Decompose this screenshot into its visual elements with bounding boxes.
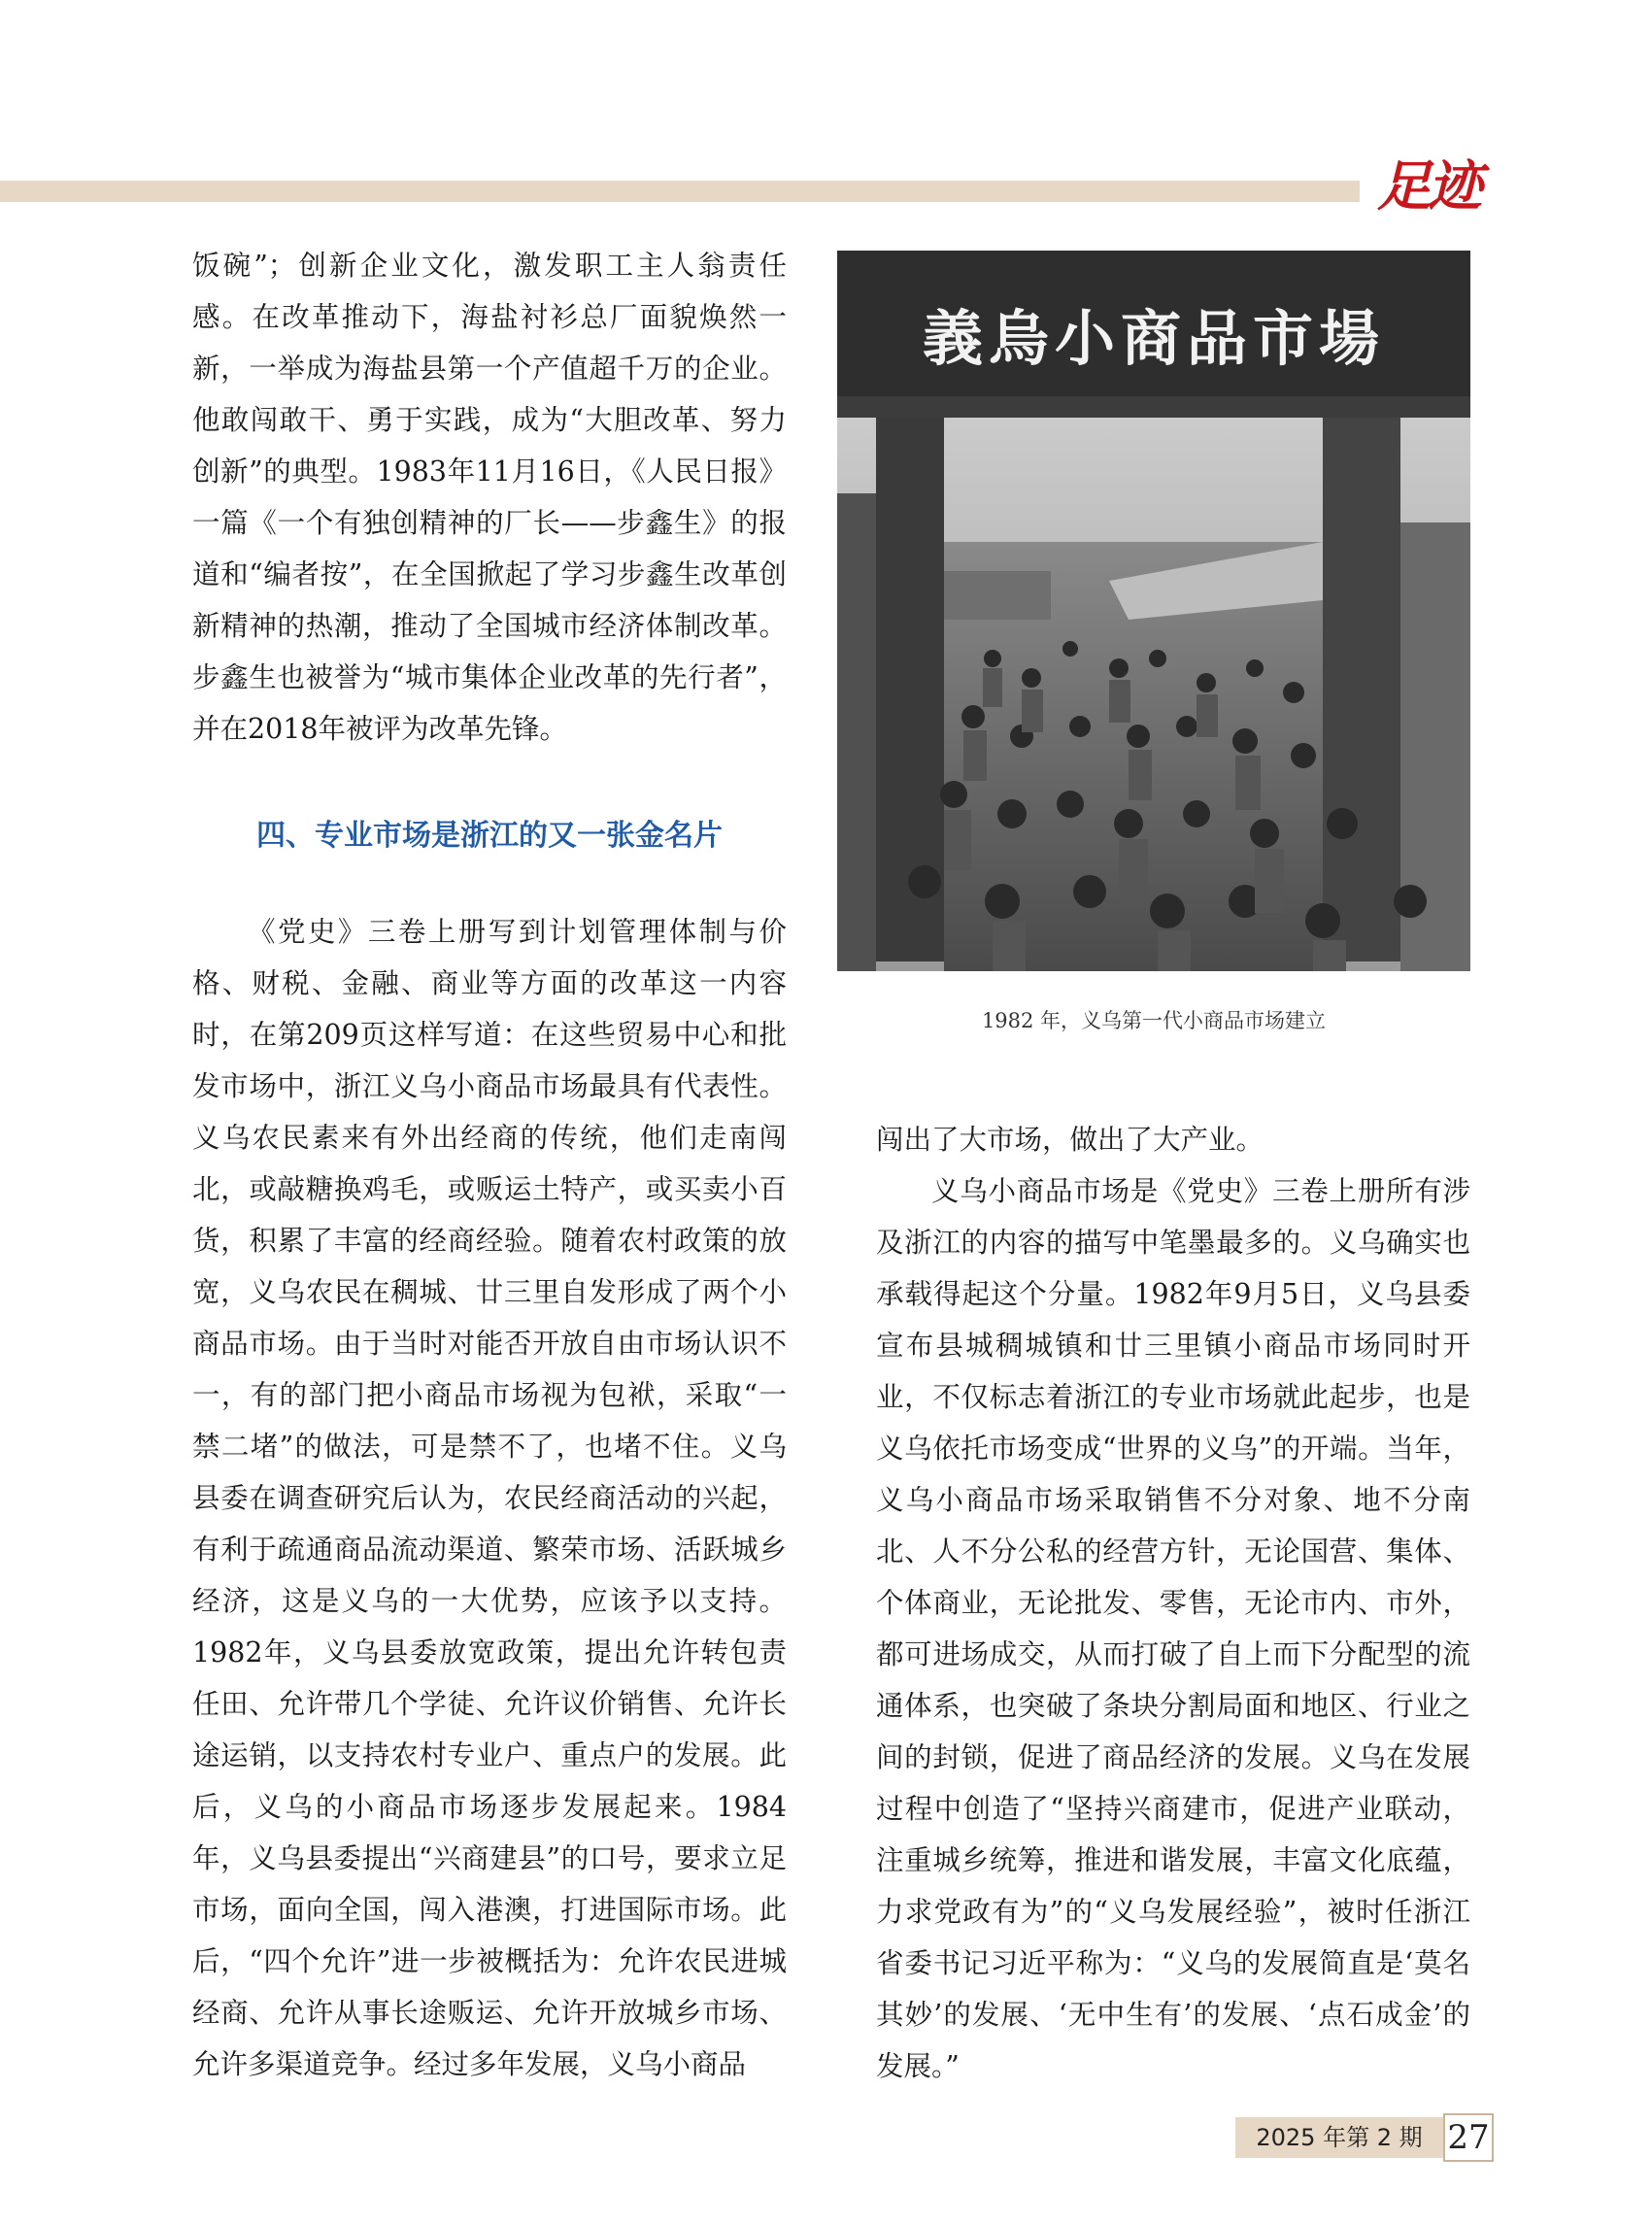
photo-caption: 1982 年，义乌第一代小商品市场建立 [981, 1009, 1327, 1032]
market-photo [837, 251, 1470, 971]
header-band [0, 181, 1360, 202]
body-paragraph: 闯出了大市场，做出了大产业。 [876, 1124, 1264, 1156]
issue-label: 2025 年第 2 期 [1235, 2117, 1443, 2158]
page-number: 27 [1443, 2113, 1494, 2162]
column-logo: 足迹 [1377, 154, 1478, 219]
market-photo-illustration [837, 251, 1470, 971]
left-column [192, 240, 787, 2090]
right-column [876, 1114, 1470, 2092]
body-paragraph: 饭碗”；创新企业文化，激发职工主人翁责任感。在改革推动下，海盐衬衫总厂面貌焕然一新，一举成为海盐县第一个产值超千万的企业。他敢闯敢干、勇于实践，成为“大胆改革、努力创新”的典型。1983年11月16日，《人民日报》一篇《一个有独创精神的厂长——步鑫生》的报道和“编者按”，在全国掀起了学习步鑫生改革创新精神的热潮，推动了全国城市经济体制改革。步鑫生也被誉为“城市集体企业改革的先行者”，并在2018年被评为改革先锋。 [192, 250, 787, 745]
section-heading: 四、专业市场是浙江的又一张金名片 [256, 819, 723, 853]
body-paragraph: 《党史》三卷上册写到计划管理体制与价格、财税、金融、商业等方面的改革这一内容时，在第209页这样写道：在这些贸易中心和批发市场中，浙江义乌小商品市场最具有代表性。义乌农民素来有外出经商的传统，他们走南闯北，或敲糖换鸡毛，或贩运土特产，或买卖小百货，积累了丰富的经商经验。随着农村政策的放宽，义乌农民在稠城、廿三里自发形成了两个小商品市场。由于当时对能否开放自由市场认识不一，有的部门把小商品市场视为包袱，采取“一禁二堵”的做法，可是禁不了，也堵不住。义乌县委在调查研究后认为，农民经商活动的兴起，有利于疏通商品流动渠道、繁荣市场、活跃城乡经济，这是义乌的一大优势，应该予以支持。1982年，义乌县委放宽政策，提出允许转包责任田、允许带几个学徒、允许议价销售、允许长途运销，以支持农村专业户、重点户的发展。此后，义乌的小商品市场逐步发展起来。1984年，义乌县委提出“兴商建县”的口号，要求立足市场，面向全国，闯入港澳，打进国际市场。此后，“四个允许”进一步被概括为：允许农民进城经商、允许从事长途贩运、允许开放城乡市场、允许多渠道竞争。经过多年发展，义乌小商品 [192, 916, 787, 2080]
body-paragraph: 义乌小商品市场是《党史》三卷上册所有涉及浙江的内容的描写中笔墨最多的。义乌确实也承载得起这个分量。1982年9月5日，义乌县委宣布县城稠城镇和廿三里镇小商品市场同时开业，不仅标志着浙江的专业市场就此起步，也是义乌依托市场变成“世界的义乌”的开端。当年，义乌小商品市场采取销售不分对象、地不分南北、人不分公私的经营方针，无论国营、集体、个体商业，无论批发、零售，无论市内、市外，都可进场成交，从而打破了自上而下分配型的流通体系，也突破了条块分割局面和地区、行业之间的封锁，促进了商品经济的发展。义乌在发展过程中创造了“坚持兴商建市，促进产业联动，注重城乡统筹，推进和谐发展，丰富文化底蕴，力求党政有为”的“义乌发展经验”，被时任浙江省委书记习近平称为：“义乌的发展简直是‘莫名其妙’的发展、‘无中生有’的发展、‘点石成金’的发展。” [876, 1175, 1470, 2082]
market-sign-text: 義烏小商品市場 [922, 303, 1386, 374]
